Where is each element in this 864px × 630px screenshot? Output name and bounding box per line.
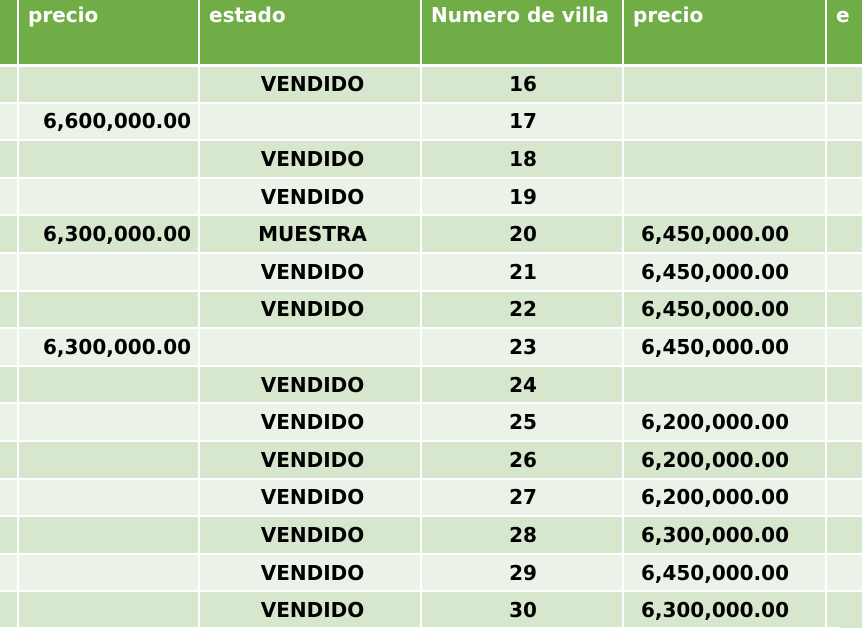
cell-numero-de-villa: 25 [421,403,623,441]
cell-precio-2: 6,450,000.00 [623,328,826,366]
cell-numero-de-villa: 22 [421,291,623,329]
cell-precio: 6,600,000.00 [18,103,199,141]
cell-precio-2: 6,200,000.00 [623,441,826,479]
row-stub-cell [0,215,18,253]
cell-estado: VENDIDO [199,479,421,517]
row-edge-cell [826,441,863,479]
table-row [0,591,863,629]
table-row [0,479,863,517]
cell-numero-de-villa: 28 [421,516,623,554]
row-edge-cell [826,591,863,629]
cell-estado: VENDIDO [199,441,421,479]
cell-precio-2 [623,140,826,178]
row-stub-cell [0,479,18,517]
cell-precio [18,441,199,479]
table-row [0,554,863,592]
cell-estado [199,328,421,366]
header-estado: estado [199,0,421,65]
table-body [0,65,863,629]
row-edge-cell [826,403,863,441]
cell-precio [18,178,199,216]
cell-precio [18,554,199,592]
cell-estado: VENDIDO [199,516,421,554]
cell-precio-2: 6,450,000.00 [623,215,826,253]
cell-estado: VENDIDO [199,253,421,291]
cell-estado [199,103,421,141]
cell-estado: VENDIDO [199,554,421,592]
table-row [0,403,863,441]
header-precio-2: precio [623,0,826,65]
cell-precio [18,366,199,404]
cell-precio-2: 6,450,000.00 [623,291,826,329]
row-edge-cell [826,65,863,103]
header-precio: precio [18,0,199,65]
cell-precio [18,591,199,629]
row-edge-cell [826,103,863,141]
row-edge-cell [826,366,863,404]
cell-precio-2 [623,103,826,141]
row-edge-cell [826,253,863,291]
cell-precio [18,291,199,329]
row-stub-cell [0,328,18,366]
row-edge-cell [826,140,863,178]
row-stub-cell [0,591,18,629]
table-row [0,291,863,329]
table-row [0,65,863,103]
table-row [0,366,863,404]
cell-estado: VENDIDO [199,366,421,404]
cell-precio-2 [623,366,826,404]
cell-numero-de-villa: 18 [421,140,623,178]
table-row [0,441,863,479]
cell-precio [18,479,199,517]
header-numero-de-villa: Numero de villa [421,0,623,65]
cell-numero-de-villa: 19 [421,178,623,216]
cell-precio [18,65,199,103]
row-stub-cell [0,103,18,141]
cell-precio-2: 6,300,000.00 [623,516,826,554]
cell-numero-de-villa: 23 [421,328,623,366]
cell-estado: MUESTRA [199,215,421,253]
cell-numero-de-villa: 26 [421,441,623,479]
cell-precio-2: 6,200,000.00 [623,479,826,517]
row-stub-cell [0,516,18,554]
row-stub-cell [0,140,18,178]
cell-numero-de-villa: 24 [421,366,623,404]
row-stub-cell [0,441,18,479]
cell-precio-2: 6,300,000.00 [623,591,826,629]
cell-precio: 6,300,000.00 [18,328,199,366]
row-stub-cell [0,178,18,216]
cell-precio-2: 6,450,000.00 [623,253,826,291]
row-edge-cell [826,328,863,366]
cell-numero-de-villa: 21 [421,253,623,291]
cell-precio-2: 6,450,000.00 [623,554,826,592]
row-edge-cell [826,554,863,592]
table-row [0,215,863,253]
header-estado-2-partial: e [826,0,863,65]
row-edge-cell [826,291,863,329]
cell-numero-de-villa: 20 [421,215,623,253]
cell-numero-de-villa: 30 [421,591,623,629]
cell-numero-de-villa: 29 [421,554,623,592]
cell-precio-2: 6,200,000.00 [623,403,826,441]
header-stub-cell [0,0,18,65]
row-stub-cell [0,291,18,329]
row-stub-cell [0,65,18,103]
cell-precio [18,516,199,554]
header-row [0,0,863,65]
cell-numero-de-villa: 27 [421,479,623,517]
table-row [0,516,863,554]
row-stub-cell [0,366,18,404]
cell-precio [18,140,199,178]
cell-precio: 6,300,000.00 [18,215,199,253]
cell-precio [18,403,199,441]
cell-estado: VENDIDO [199,178,421,216]
cell-estado: VENDIDO [199,591,421,629]
row-stub-cell [0,403,18,441]
table-row [0,253,863,291]
table-row [0,328,863,366]
cell-precio [18,253,199,291]
table-row [0,140,863,178]
cell-numero-de-villa: 17 [421,103,623,141]
cell-estado: VENDIDO [199,291,421,329]
row-stub-cell [0,554,18,592]
cell-estado: VENDIDO [199,140,421,178]
row-edge-cell [826,215,863,253]
cell-precio-2 [623,65,826,103]
table-row [0,178,863,216]
cell-precio-2 [623,178,826,216]
row-edge-cell [826,516,863,554]
cell-estado: VENDIDO [199,403,421,441]
row-edge-cell [826,479,863,517]
cell-estado: VENDIDO [199,65,421,103]
table-row [0,103,863,141]
cell-numero-de-villa: 16 [421,65,623,103]
row-edge-cell [826,178,863,216]
row-stub-cell [0,253,18,291]
